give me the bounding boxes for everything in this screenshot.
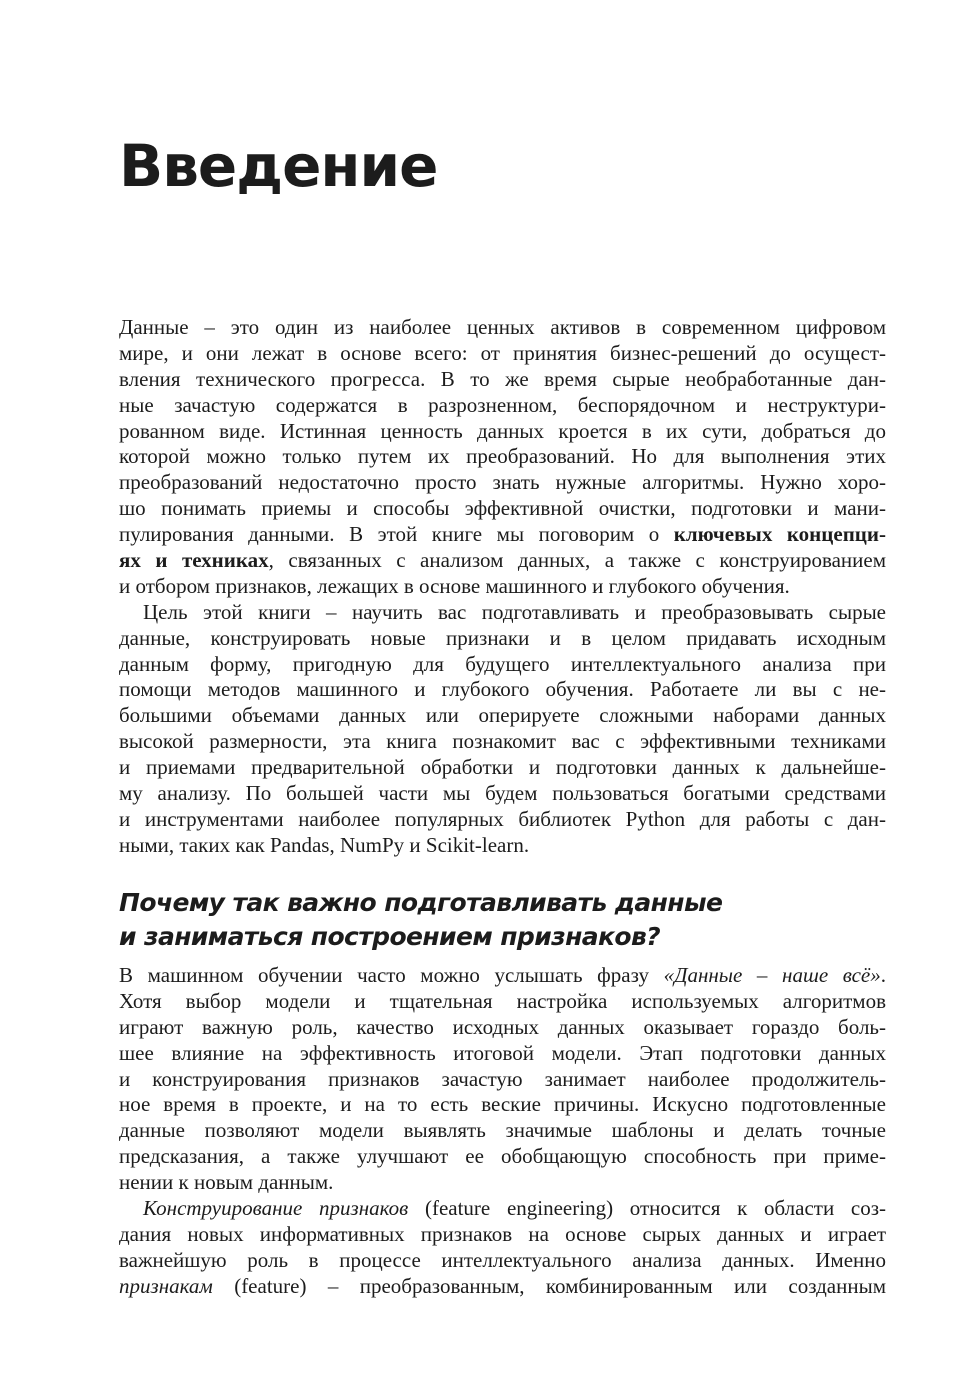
text-line: рованном виде. Истинная ценность данных кроется в их сути, добраться до — [119, 418, 886, 443]
text-line: которой можно только путем их преобразований. Но для выполнения этих — [119, 444, 886, 469]
text-line: и инструментами наиболее популярных библиотек Python для работы с дан- — [119, 806, 886, 831]
text-line — [119, 1274, 886, 1300]
text-line — [119, 548, 886, 574]
text-line: высокой размерности, эта книга познакомит вас с эффективными техниками — [119, 729, 886, 754]
text-line — [119, 1196, 886, 1222]
text-fragment: (feature) – преобразованным, комбинированным или созданным — [212, 1273, 886, 1298]
text-line — [119, 522, 886, 548]
text-line: Данные – это один из наиболее ценных активов в современном цифровом — [119, 315, 886, 339]
text-line: предсказания, а также улучшают ее обобщающую способность при приме- — [119, 1144, 886, 1169]
text-fragment: (feature engineering) относится к области соз- — [408, 1196, 886, 1221]
text-line: играют важную роль, качество исходных данных оказывает гораздо боль- — [119, 1014, 886, 1039]
quote-phrase: «Данные – наше всё» — [663, 963, 881, 987]
italic-term: признакам — [119, 1273, 213, 1298]
text-line: и конструирования признаков зачастую занимает наиболее продолжитель- — [119, 1066, 886, 1091]
section-heading-line: Почему так важно подготавливать данные — [119, 888, 723, 917]
text-line: шо понимать приемы и способы эффективной очистки, подготовки и мани- — [119, 496, 886, 521]
text-line: данные позволяют модели выявлять значимые шаблоны и делать точные — [119, 1118, 886, 1143]
text-line: нении к новым данным. — [119, 1170, 334, 1195]
intro-text — [119, 315, 886, 859]
text-line — [119, 963, 886, 989]
text-line: большими объемами данных или оперируете сложными наборами данных — [119, 703, 886, 728]
italic-term: Конструирование признаков — [143, 1196, 409, 1221]
text-fragment: . — [880, 963, 886, 987]
chapter-title: Введение — [119, 132, 438, 200]
text-line: Цель этой книги – научить вас подготавливать и преобразовывать сырые — [143, 599, 886, 624]
bold-term: ях и техниках — [119, 548, 269, 573]
text-line: и приемами предварительной обработки и подготовки данных к дальнейше- — [119, 755, 886, 780]
text-line: помощи методов машинного и глубокого обучения. Работаете ли вы с не- — [119, 677, 886, 702]
text-line: данным форму, пригодную для будущего интеллектуального анализа при — [119, 651, 886, 676]
text-line: важнейшую роль в процессе интеллектуального анализа данных. Именно — [119, 1247, 886, 1272]
section-heading — [119, 886, 722, 954]
text-fragment: , связанных с анализом данных, а также с конструированием — [268, 548, 886, 573]
text-fragment: В машинном обучении часто можно услышать фразу — [119, 963, 664, 987]
section-text — [119, 963, 886, 1300]
text-line: ное время в проекте, и на то есть веские причины. Искусно подготовленные — [119, 1092, 886, 1117]
text-line: мире, и они лежат в основе всего: от принятия бизнес-решений до осущест- — [119, 340, 886, 365]
text-line: преобразований недостаточно просто знать нужные алгоритмы. Нужно хоро- — [119, 470, 886, 495]
text-line: и отбором признаков, лежащих в основе машинного и глубокого обучения. — [119, 573, 790, 598]
text-line: шее влияние на эффективность итоговой модели. Этап подготовки данных — [119, 1040, 886, 1065]
text-line: ные зачастую содержатся в разрозненном, беспорядочном и неструктури- — [119, 392, 886, 417]
bold-term: ключевых концепци- — [673, 522, 886, 547]
text-line: дания новых информативных признаков на основе сырых данных и играет — [119, 1221, 886, 1246]
text-line: му анализу. По большей части мы будем пользоваться богатыми средствами — [119, 781, 886, 806]
section-heading-line: и заниматься построением признаков? — [119, 922, 661, 951]
text-fragment: пулирования данными. В этой книге мы поговорим о — [119, 522, 674, 547]
text-line: ными, таких как Pandas, NumPy и Scikit-learn. — [119, 832, 530, 857]
text-line: данные, конструировать новые признаки и в целом придавать исходным — [119, 625, 886, 650]
text-line: Хотя выбор модели и тщательная настройка используемых алгоритмов — [119, 988, 886, 1013]
text-line: вления технического прогресса. В то же время сырые необработанные дан- — [119, 366, 886, 391]
